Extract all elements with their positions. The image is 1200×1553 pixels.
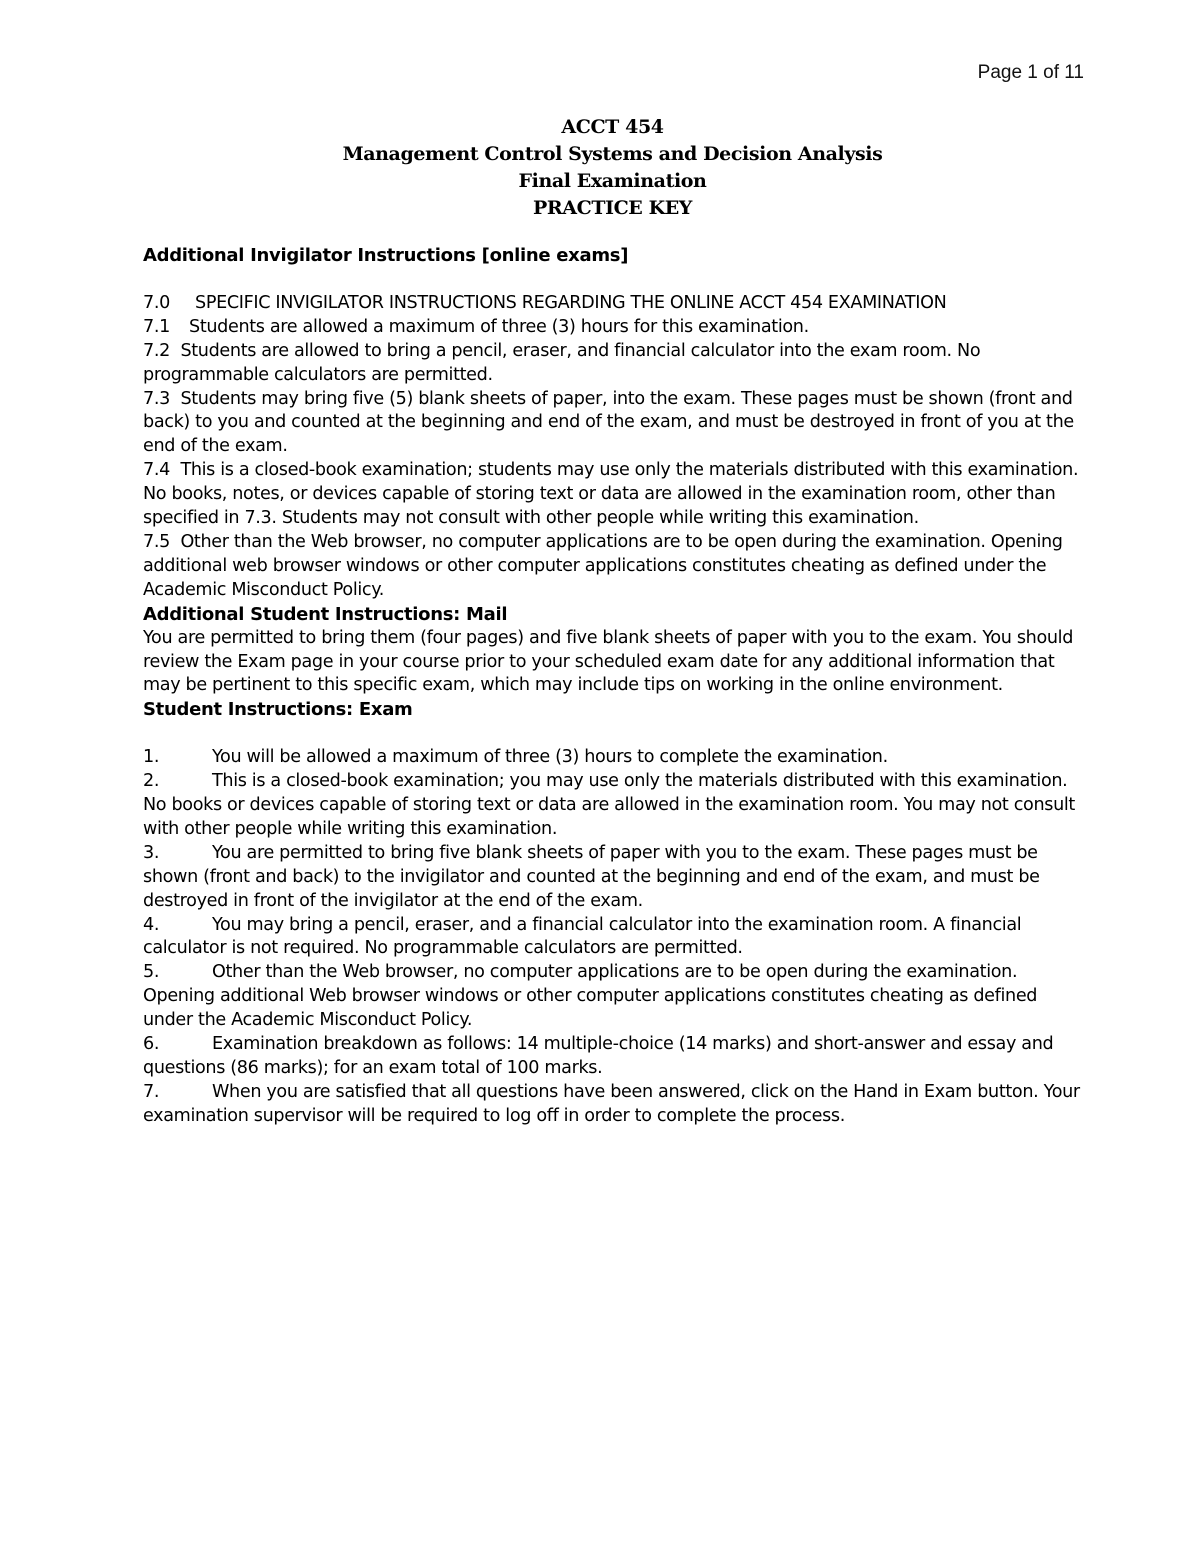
item-number: 2. — [143, 771, 160, 792]
exam-item — [143, 961, 1088, 1033]
exam-instructions — [143, 746, 1088, 1129]
item-text: SPECIFIC INVIGILATOR INSTRUCTIONS REGARDING THE ONLINE ACCT 454 EXAMINATION — [195, 292, 947, 313]
item-number: 7.4 — [143, 460, 170, 481]
document-title — [0, 114, 1200, 222]
invigilator-item — [143, 388, 1088, 460]
item-text: Examination breakdown as follows: 14 multiple-choice (14 marks) and short-answer and essay and questions (86 marks); for an exam total of 100 marks. — [143, 1034, 1054, 1078]
item-number: 5. — [143, 962, 160, 983]
course-name: Management Control Systems and Decision Analysis — [342, 143, 883, 165]
item-number: 7.2 — [143, 340, 170, 361]
item-number: 7. — [143, 1081, 160, 1102]
item-text: Other than the Web browser, no computer applications are to be open during the examination. Opening additional web browser windows or other computer applications constitutes cheating as defined under the Academic Misconduct Policy. — [143, 531, 1063, 600]
exam-item — [143, 1081, 1088, 1129]
document-body — [143, 244, 1088, 1129]
item-text: Students are allowed to bring a pencil, eraser, and financial calculator into the exam room. No programmable calculators are permitted. — [143, 340, 981, 385]
invigilator-item — [143, 459, 1088, 531]
item-text: This is a closed-book examination; students may use only the materials distributed with this examination. No books, notes, or devices capable of storing text or data are allowed in the examination room, other than specified in 7.3. Students may not consult with other people while writing this examination. — [143, 460, 1079, 529]
exam-name: Final Examination — [518, 170, 707, 192]
item-text: When you are satisfied that all questions have been answered, click on the Hand in Exam button. Your examination supervisor will be required to log off in order to complete the process. — [143, 1081, 1080, 1126]
exam-item — [143, 842, 1088, 914]
item-text: Other than the Web browser, no computer applications are to be open during the examination. Opening additional Web browser windows or other computer applications constitutes cheating as defined under the Academic Misconduct Policy. — [143, 962, 1038, 1031]
item-number: 4. — [143, 914, 160, 935]
mail-heading: Additional Student Instructions: Mail — [143, 603, 508, 625]
exam-item — [143, 770, 1088, 842]
mail-paragraph: You are permitted to bring them (four pages) and five blank sheets of paper with you to the exam. You should review the Exam page in your course prior to your scheduled exam date for any additional information that may be pertinent to this specific exam, which may include tips on working in the online environment. — [143, 627, 1074, 696]
invigilator-instructions — [143, 292, 1088, 603]
exam-item — [143, 746, 1088, 770]
item-number: 1. — [143, 747, 160, 768]
invigilator-item — [143, 531, 1088, 603]
invigilator-heading: Additional Invigilator Instructions [online exams] — [143, 245, 629, 266]
item-number: 7.5 — [143, 531, 170, 552]
page-number: Page 1 of 11 — [977, 62, 1084, 83]
item-text: Students are allowed a maximum of three (3) hours for this examination. — [189, 316, 809, 337]
exam-item — [143, 914, 1088, 962]
item-text: This is a closed-book examination; you may use only the materials distributed with this examination. No books or devices capable of storing text or data are allowed in the examination room. You may not consult with other people while writing this examination. — [143, 771, 1075, 839]
exam-heading: Student Instructions: Exam — [143, 699, 413, 721]
exam-item — [143, 1033, 1088, 1081]
item-text: You may bring a pencil, eraser, and a financial calculator into the examination room. A financial calculator is not required. No programmable calculators are permitted. — [143, 914, 1022, 959]
item-number: 6. — [143, 1034, 160, 1055]
item-text: Students may bring five (5) blank sheets of paper, into the exam. These pages must be shown (front and back) to you and counted at the beginning and end of the exam, and must be destroyed in front of you at the end of the exam. — [143, 388, 1074, 457]
item-number: 3. — [143, 842, 160, 863]
invigilator-item — [143, 340, 1088, 388]
course-code: ACCT 454 — [561, 116, 664, 138]
invigilator-item — [143, 316, 1088, 340]
item-number: 7.1 — [143, 316, 170, 337]
item-number: 7.0 — [143, 292, 170, 313]
invigilator-item — [143, 292, 1088, 316]
item-text: You will be allowed a maximum of three (3) hours to complete the examination. — [212, 747, 888, 768]
item-text: You are permitted to bring five blank sheets of paper with you to the exam. These pages must be shown (front and back) to the invigilator and counted at the beginning and end of the exam, and must be destroyed in front of the invigilator at the end of the exam. — [143, 842, 1040, 911]
practice-key-label: PRACTICE KEY — [533, 197, 692, 219]
item-number: 7.3 — [143, 388, 170, 409]
